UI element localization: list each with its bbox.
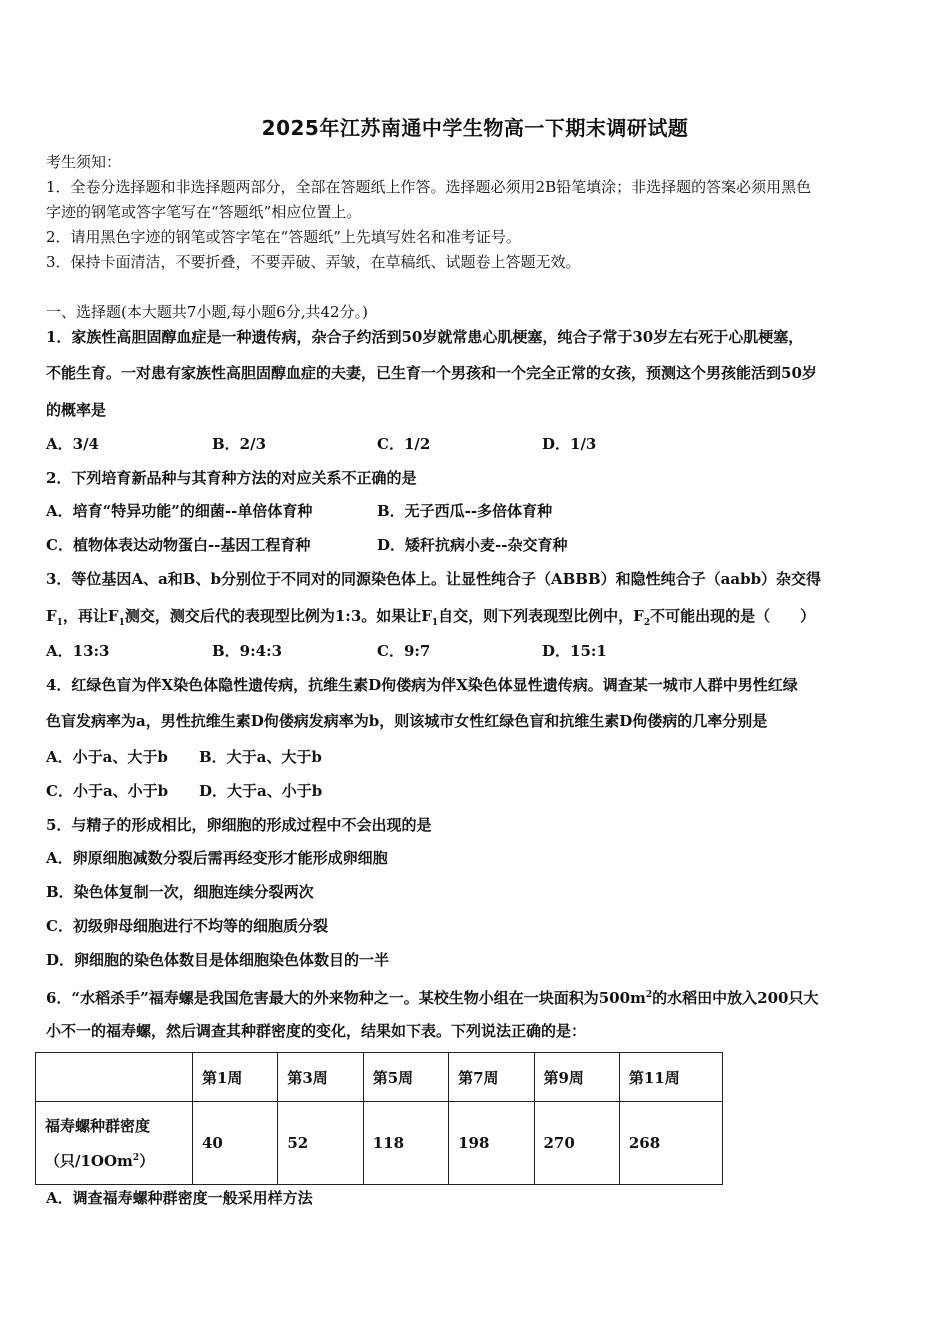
table-row — [36, 1102, 723, 1185]
question-5-stem: 5．与精子的形成相比，卵细胞的形成过程中不会出现的是 — [46, 816, 432, 834]
question-2-option-d: D．矮秆抗病小麦--杂交育种 — [377, 536, 568, 554]
table-cell: 52 — [278, 1102, 363, 1185]
snail-density-table — [35, 1052, 723, 1185]
table-corner-cell — [36, 1053, 193, 1102]
table-header-cell: 第11周 — [619, 1053, 722, 1102]
table-cell: 268 — [619, 1102, 722, 1185]
question-4-option-a: A．小于a、大于b — [46, 748, 168, 766]
question-5-option-c: C．初级卵母细胞进行不均等的细胞质分裂 — [46, 917, 328, 935]
question-2-option-c: C．植物体表达动物蛋白--基因工程育种 — [46, 536, 311, 554]
question-4-option-b: B．大于a、大于b — [199, 748, 322, 766]
question-4-stem: 4．红绿色盲为伴X染色体隐性遗传病，抗维生素D佝偻病为伴X染色体显性遗传病。调查某一城市人群中男性红绿 — [46, 676, 798, 694]
table-header-cell: 第3周 — [278, 1053, 363, 1102]
table-cell: 40 — [193, 1102, 278, 1185]
question-1-option-d: D．1/3 — [542, 435, 597, 453]
page-title: 2025年江苏南通中学生物高一下期末调研试题 — [261, 116, 689, 140]
question-1-stem: 的概率是 — [46, 401, 107, 419]
question-6-stem: 6．“水稻杀手”福寿螺是我国危害最大的外来物种之一。某校生物小组在一块面积为$500m^2$的水稻田中放入200只大 — [46, 989, 819, 1007]
table-cell: 198 — [449, 1102, 534, 1185]
table-header-row — [36, 1053, 723, 1102]
notice-item: 2．请用黑色字迹的钢笔或答字笔在“答题纸”上先填写姓名和准考证号。 — [46, 228, 521, 246]
table-header-cell: 第7周 — [449, 1053, 534, 1102]
table-row-label: 福寿螺种群密度 （只/1OOm$^2$） — [36, 1102, 193, 1185]
table-header-cell: 第5周 — [363, 1053, 448, 1102]
notice-item: 字迹的钢笔或答字笔写在“答题纸”相应位置上。 — [46, 203, 362, 221]
table-cell: 270 — [534, 1102, 619, 1185]
table-header-cell: 第1周 — [193, 1053, 278, 1102]
notice-item: 3．保持卡面清洁，不要折叠，不要弄破、弄皱，在草稿纸、试题卷上答题无效。 — [46, 253, 581, 271]
question-1-option-c: C．1/2 — [377, 435, 431, 453]
question-1-option-a: A．3/4 — [46, 435, 99, 453]
notice-heading: 考生须知： — [46, 153, 122, 171]
question-1-option-b: B．2/3 — [212, 435, 267, 453]
question-2-stem: 2．下列培育新品种与其育种方法的对应关系不正确的是 — [46, 469, 417, 487]
table-cell: 118 — [363, 1102, 448, 1185]
section-heading: 一、选择题(本大题共7小题,每小题6分,共42分。) — [46, 303, 368, 321]
question-3-stem-line-2: $F_1$，再让$F_1$测交，测交后代的表现型比例为1:3。如果让$F_1$自交，则下列表现型比例中，$F_2$不可能出现的是（ ） — [46, 607, 816, 628]
question-1-stem: 1．家族性高胆固醇血症是一种遗传病，杂合子约活到50岁就常患心肌梗塞，纯合子常于30岁左右死于心肌梗塞， — [46, 328, 804, 346]
question-4-option-c: C．小于a、小于b — [46, 782, 169, 800]
question-5-option-d: D．卵细胞的染色体数目是体细胞染色体数目的一半 — [46, 951, 390, 969]
question-2-option-a: A．培育“特异功能”的细菌--单倍体育种 — [46, 502, 313, 520]
question-3-option-c: C．9:7 — [377, 642, 431, 660]
question-4-option-d: D．大于a、小于b — [199, 782, 323, 800]
notice-item: 1．全卷分选择题和非选择题两部分，全部在答题纸上作答。选择题必须用2B铅笔填涂；非选择题的答案必须用黑色 — [46, 178, 812, 196]
question-5-option-a: A．卵原细胞减数分裂后需再经变形才能形成卵细胞 — [46, 849, 388, 867]
table-header-cell: 第9周 — [534, 1053, 619, 1102]
question-6-option-a: A．调查福寿螺种群密度一般采用样方法 — [46, 1189, 313, 1207]
question-4-stem: 色盲发病率为a，男性抗维生素D佝偻病发病率为b，则该城市女性红绿色盲和抗维生素D佝偻病的几率分别是 — [46, 712, 768, 730]
question-3-option-b: B．9:4:3 — [212, 642, 283, 660]
question-1-stem: 不能生育。一对患有家族性高胆固醇血症的夫妻，已生育一个男孩和一个完全正常的女孩，预测这个男孩能活到50岁 — [46, 364, 817, 382]
question-3-stem: 3．等位基因A、a和B、b分别位于不同对的同源染色体上。让显性纯合子（ABBB）和隐性纯合子（aabb）杂交得 — [46, 570, 822, 588]
question-5-option-b: B．染色体复制一次，细胞连续分裂两次 — [46, 883, 314, 901]
question-2-option-b: B．无子西瓜--多倍体育种 — [377, 502, 553, 520]
question-3-option-d: D．15:1 — [542, 642, 607, 660]
question-6-stem-line-2: 小不一的福寿螺，然后调查其种群密度的变化，结果如下表。下列说法正确的是： — [46, 1022, 587, 1040]
question-3-option-a: A．13:3 — [46, 642, 110, 660]
